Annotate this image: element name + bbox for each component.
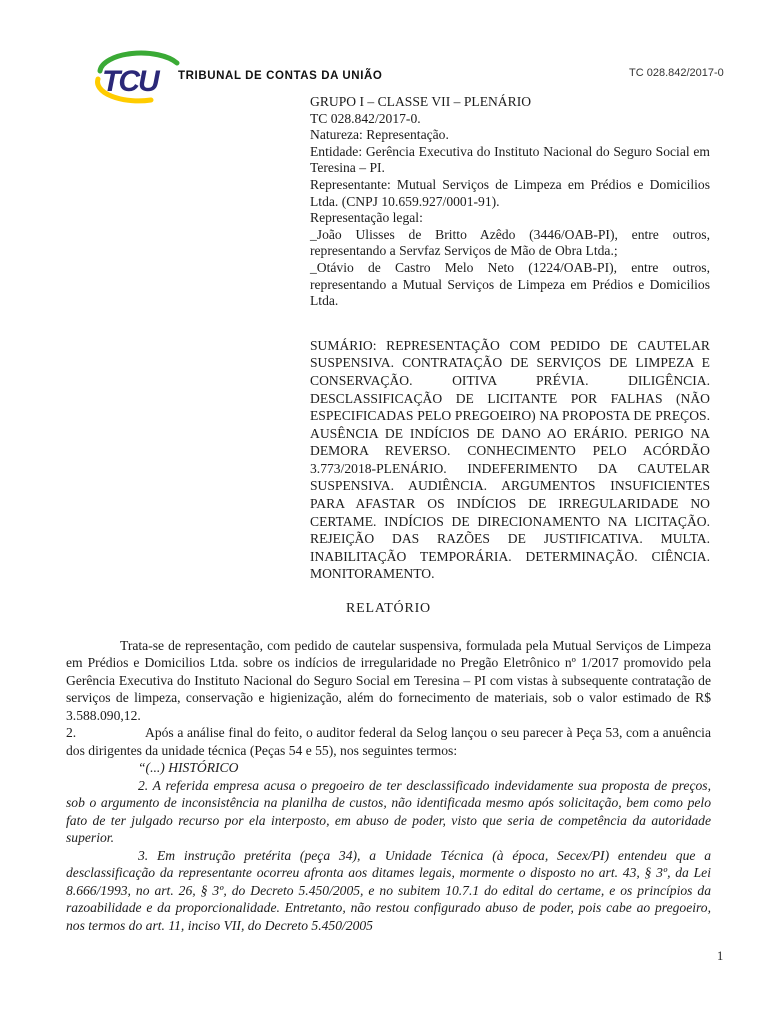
quote-heading: “(...) HISTÓRICO [138, 760, 239, 776]
report-paragraph-2 [66, 724, 711, 759]
report-paragraph-1: Trata-se de representação, com pedido de cautelar suspensiva, formulada pela Mutual Serviços de Limpeza em Prédios e Domicilios Ltda. sobre os indícios de irregularidade no Pregão Eletrônico nº 1/2017 promovido pela Gerência Executiva do Instituto Nacional do Seguro Social em Teresina – PI com vistas à subsequente contratação de serviços de limpeza, conservação e higienização, além do fornecimento de materiais, sob o valor estimado de R$ 3.588.090,12. [66, 637, 711, 723]
page-number: 1 [717, 949, 724, 963]
summary-paragraph: SUMÁRIO: REPRESENTAÇÃO COM PEDIDO DE CAUTELAR SUSPENSIVA. CONTRATAÇÃO DE SERVIÇOS DE LIMPEZA E CONSERVAÇÃO. OITIVA PRÉVIA. DILIGÊNCIA. DESCLASSIFICAÇÃO DE LICITANTE POR FALHAS (NÃO ESPECIFICADAS PELO PREGOEIRO) NA PROPOSTA DE PREÇOS. AUSÊNCIA DE INDÍCIOS DE DANO AO ERÁRIO. PERIGO NA DEMORA REVERSO. CONHECIMENTO PELO ACÓRDÃO 3.773/2018-PLENÁRIO. INDEFERIMENTO DA CAUTELAR SUSPENSIVA. AUDIÊNCIA. ARGUMENTOS INSUFICIENTES PARA AFASTAR OS INDÍCIOS DE IRREGULARIDADE NO CERTAME. INDÍCIOS DE DIRECIONAMENTO NA LICITAÇÃO. REJEIÇÃO DAS RAZÕES DE JUSTIFICATIVA. MULTA. INABILITAÇÃO TEMPORÁRIA. DETERMINAÇÃO. CIÊNCIA. MONITORAMENTO. [310, 337, 710, 582]
quote-paragraph-2: 2. A referida empresa acusa o pregoeiro de ter desclassificado indevidamente sua proposta de preços, sob o argumento de inconsistência na planilha de custos, não identificada mesmo após solicitação, bem como pelo fato de ter julgado recurso por ela interposto, em abuso de poder, visto que seria de competência da autoridade superior. [66, 777, 711, 846]
quote-paragraph-3: 3. Em instrução pretérita (peça 34), a Unidade Técnica (à época, Secex/PI) entendeu que a desclassificação da representante ocorreu afronta aos ditames legais, mormente o disposto no art. 43, § 3º, da Lei 8.666/1993, no art. 26, § 3º, do Decreto 5.450/2005, e no subitem 10.7.1 do edital do certame, e os princípios da razoabilidade e da proporcionalidade. Entretanto, não restou configurado abuso de poder, pois cabe ao pregoeiro, nos termos do art. 11, inciso VII, do Decreto 5.450/2005 [66, 847, 711, 933]
logo-text: TCU [102, 65, 158, 98]
paragraph-2-text: Após a análise final do feito, o auditor federal da Selog lançou o seu parecer à Peça 53, com a anuência dos dirigentes da unidade técnica (Peças 54 e 55), nos seguintes termos: [66, 725, 711, 758]
case-line-natureza: Natureza: Representação. [310, 127, 449, 143]
case-line-representacao-legal: Representação legal: [310, 210, 423, 226]
case-line-group-class: GRUPO I – CLASSE VII – PLENÁRIO [310, 94, 532, 109]
org-name: TRIBUNAL DE CONTAS DA UNIÃO [178, 70, 383, 82]
case-line-advogado-1: _João Ulisses de Britto Azêdo (3446/OAB-PI), entre outros, representando a Servfaz Serviços de Mão de Obra Ltda.; [310, 226, 710, 259]
case-line-entidade: Entidade: Gerência Executiva do Instituto Nacional do Seguro Social em Teresina – PI. [310, 143, 710, 176]
case-header-block [310, 94, 710, 310]
case-line-tc-number: TC 028.842/2017-0. [310, 110, 421, 126]
case-line-advogado-2: _Otávio de Castro Melo Neto (1224/OAB-PI), entre outros, representando a Mutual Serviços de Limpeza em Prédios e Domicilios Ltda. [310, 259, 710, 309]
content-column [66, 94, 711, 934]
doc-reference: TC 028.842/2017-0 [629, 67, 724, 79]
case-line-representante: Representante: Mutual Serviços de Limpeza em Prédios e Domicilios Ltda. (CNPJ 10.659.927/0001-91). [310, 176, 710, 209]
paragraph-number: 2. [66, 725, 77, 741]
report-section-title: RELATÓRIO [346, 601, 431, 617]
